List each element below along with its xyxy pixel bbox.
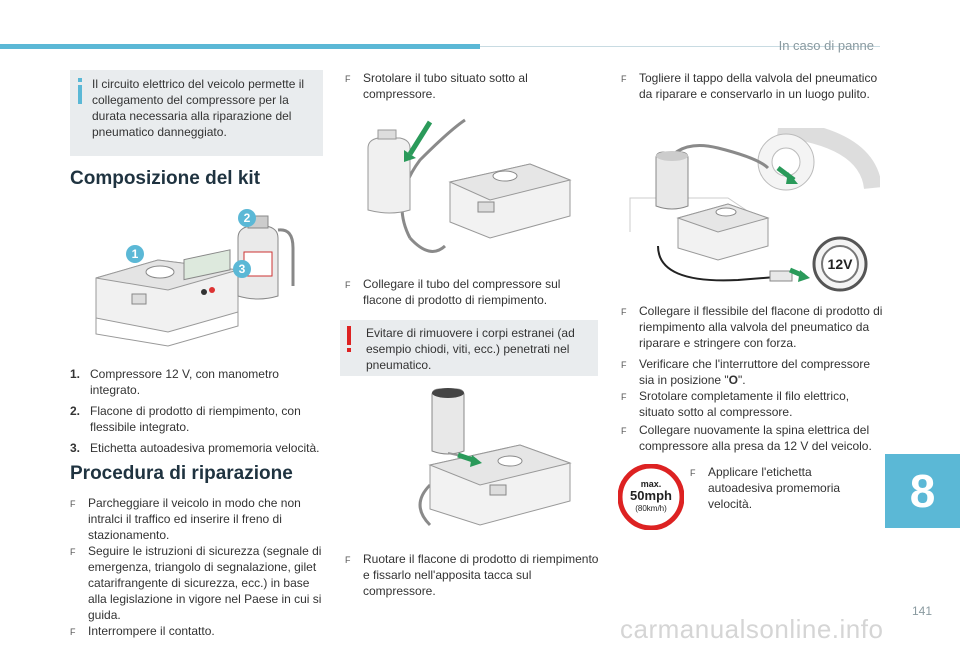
- kit-heading: Composizione del kit: [70, 168, 261, 189]
- chapter-tab: 8: [885, 454, 960, 528]
- step-apply-label: F Applicare l'etichetta autoadesiva promemoria velocità.: [690, 465, 841, 511]
- repair-heading: Procedura di riparazione: [70, 463, 293, 484]
- repair-step: F Parcheggiare il veicolo in modo che non intralci il traffico ed inserire il freno di stazionamento.: [70, 496, 301, 542]
- 12v-socket-icon: [812, 236, 868, 297]
- info-note: Il circuito elettrico del veicolo permette il collegamento del compressore per la durata necessaria alla riparazione del pneumatico danneggiato.: [92, 77, 305, 139]
- kit-list: [70, 366, 325, 456]
- callout-3: [232, 259, 252, 284]
- svg-text:(80km/h): (80km/h): [635, 504, 667, 513]
- watermark: carmanualsonline.info: [620, 614, 884, 644]
- step-connect-valve: F Collegare il flessibile del flacone di prodotto di riempimento alla valvola del pneumatico da riparare e stringere con forza.: [621, 304, 883, 350]
- warning-icon: [346, 326, 352, 352]
- callout-2: [237, 208, 257, 233]
- repair-steps: [70, 495, 326, 640]
- kit-illustration: [88, 200, 308, 355]
- kit-item: 2. Flacone di prodotto di riempimento, con flessibile integrato.: [70, 404, 301, 434]
- step-plug-in: F Collegare nuovamente la spina elettrica del compressore alla presa da 12 V del veicolo.: [621, 423, 872, 453]
- step-unroll-cable: F Srotolare completamente il filo elettrico, situato sotto al compressore.: [621, 389, 850, 419]
- svg-text:12V: 12V: [827, 256, 853, 272]
- speed-label-icon: [618, 464, 684, 535]
- svg-text:1: 1: [131, 247, 139, 261]
- header-bar: [0, 44, 480, 49]
- bottle-rotate-illustration: [410, 385, 580, 538]
- kit-item: 1. Compressore 12 V, con manometro integrato.: [70, 367, 279, 397]
- warning-text: Evitare di rimuovere i corpi estranei (ad esempio chiodi, viti, ecc.) penetrati nel pneumatico.: [366, 326, 575, 372]
- step-unroll-hose: F Srotolare il tubo situato sotto al compressore.: [345, 71, 528, 101]
- page-number: 141: [912, 604, 933, 618]
- step-connect-hose: F Collegare il tubo del compressore sul flacone di prodotto di riempimento.: [345, 277, 561, 307]
- info-icon: [75, 78, 85, 109]
- repair-step: F Interrompere il contatto.: [70, 624, 215, 638]
- repair-step: F Seguire le istruzioni di sicurezza (segnale di emergenza, triangolo di segnalazione, gilet catarifrangente di sicurezza, ecc.) in base alla legislazione in vigore nel Paese in cui si guida.: [70, 544, 322, 622]
- hose-illustration: [360, 110, 580, 273]
- step-check-switch: F Verificare che l'interruttore del compressore sia in posizione "O".: [621, 357, 871, 387]
- switch-cable-steps: [621, 356, 883, 420]
- svg-text:2: 2: [243, 211, 251, 225]
- kit-item: 3. Etichetta autoadesiva promemoria velocità.: [70, 441, 320, 455]
- callout-1: [125, 244, 145, 269]
- step-rotate-bottle: F Ruotare il flacone di prodotto di riempimento e fissarlo nell'apposita tacca sul compressore.: [345, 552, 599, 598]
- svg-text:max.: max.: [640, 479, 662, 489]
- svg-text:50mph: 50mph: [630, 488, 672, 503]
- svg-text:3: 3: [238, 262, 246, 276]
- section-title: In caso di panne: [778, 38, 874, 53]
- step-remove-cap: F Togliere il tappo della valvola del pneumatico da riparare e conservarlo in un luogo pulito.: [621, 71, 878, 101]
